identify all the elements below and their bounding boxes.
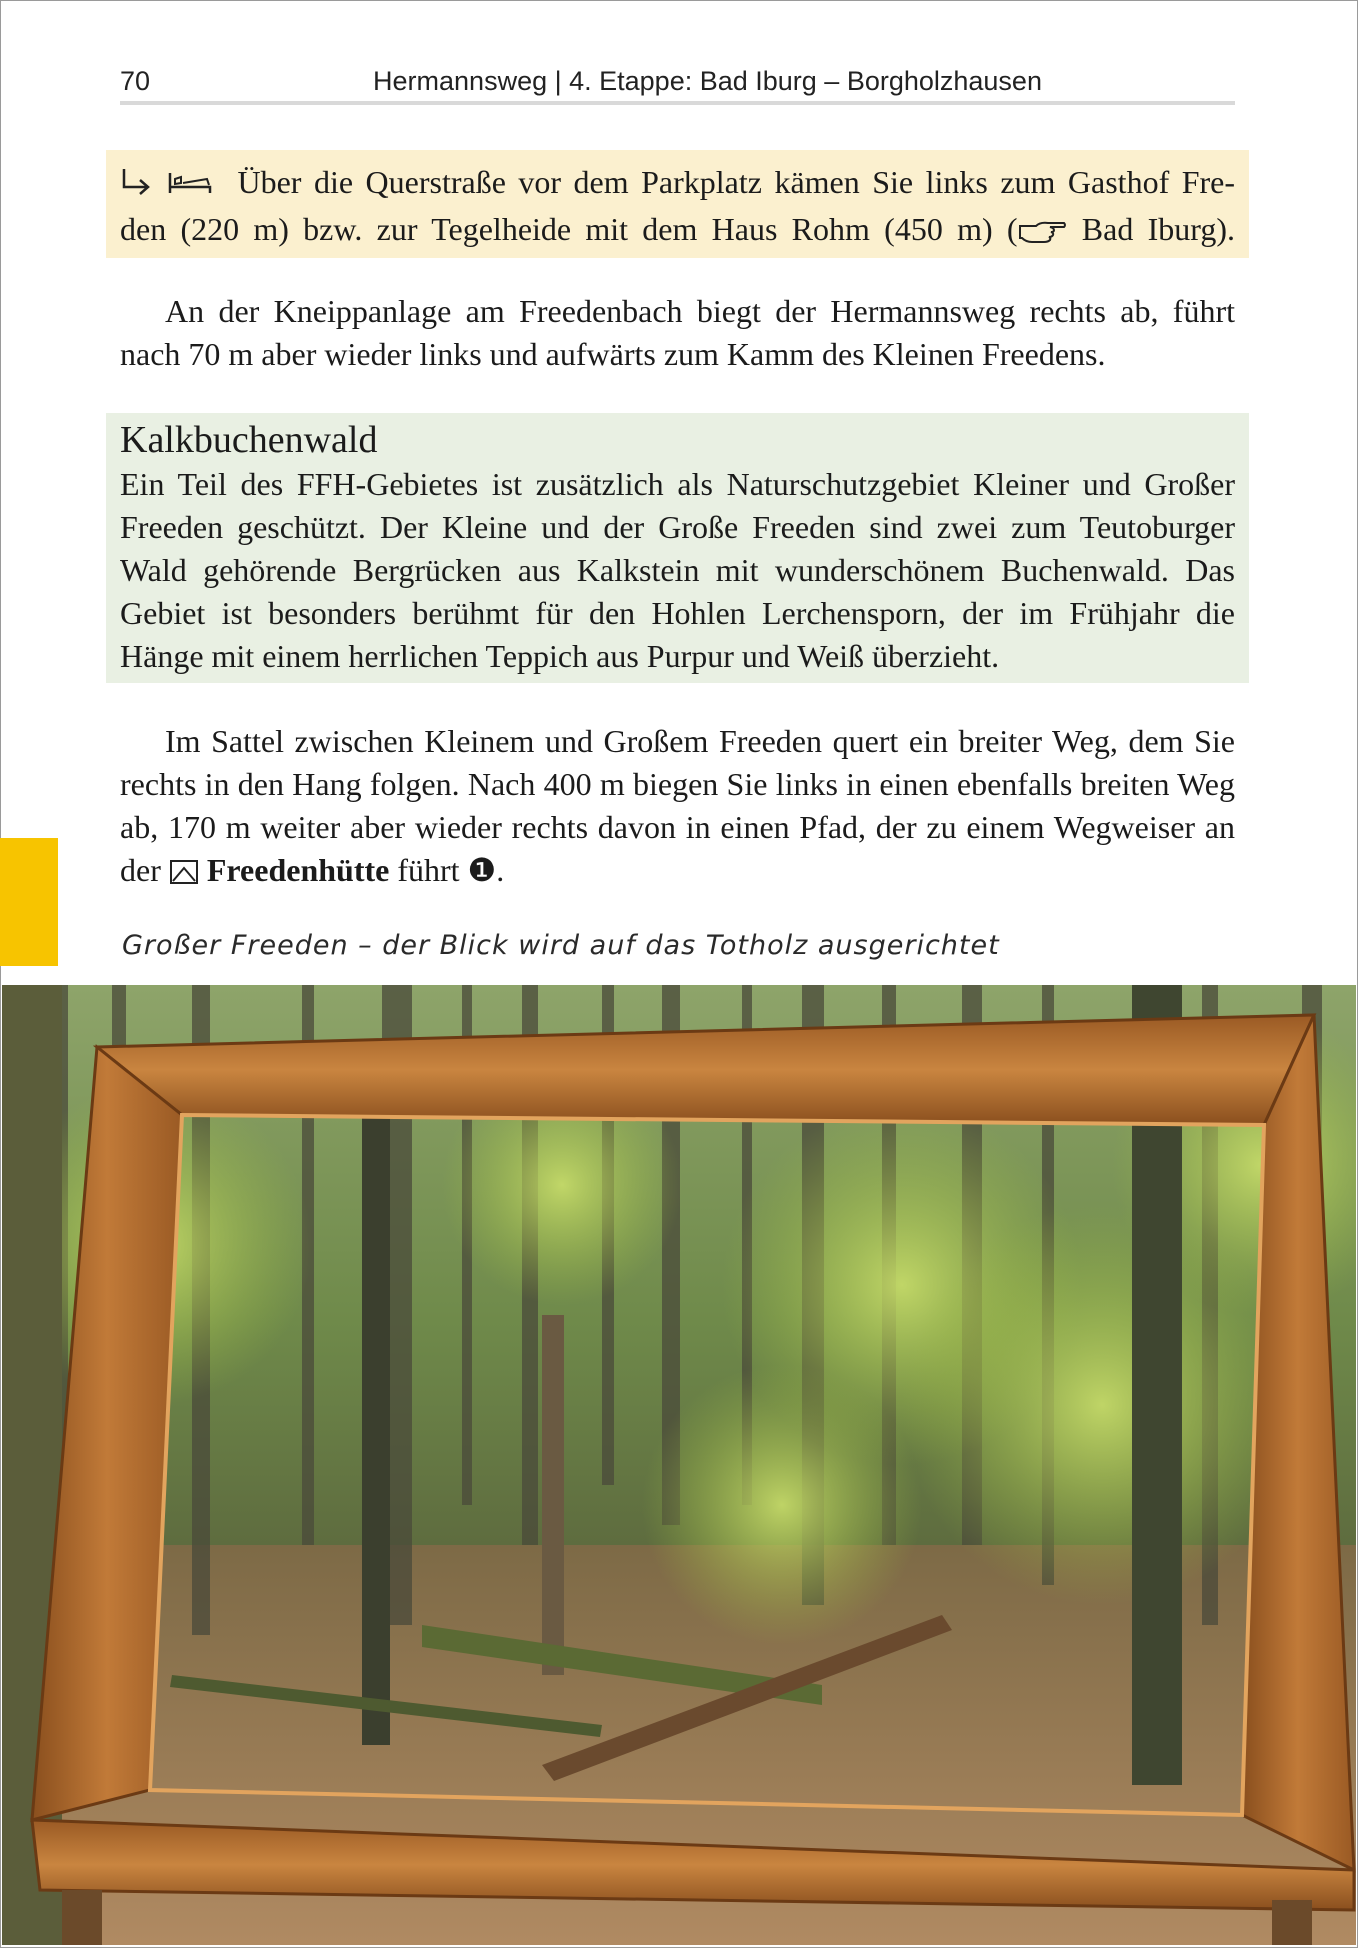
chapter-color-tab	[0, 838, 58, 966]
photo-caption: Großer Freeden – der Blick wird auf das Totholz ausgerichtet	[122, 930, 1000, 961]
bed-icon	[167, 165, 213, 208]
alt-line-2b: Bad Iburg).	[1067, 211, 1235, 247]
paragraph-2-text: Im Sattel zwischen Kleinem und Großem Freeden quert ein breiter Weg, dem Sie rechts in den Hang folgen. Nach 400 m biegen Sie links in einen ebenfalls breiten Weg ab, 170 m weiter aber wieder rechts davon in einen Pfad, der zu einem Wegweiser an der	[120, 723, 1235, 888]
info-box-body: Ein Teil des FFH-Gebietes ist zusätzlich als Naturschutzgebiet Kleiner und Großer Freeden geschützt. Der Kleine und der Große Freeden sind zwei zum Teutoburger Wald gehörende Bergrücken aus Kalkstein mit wunderschönem Buchenwald. Das Gebiet ist besonders berühmt für den Hohlen Lerchensporn, der im Frühjahr die Hänge mit einem herrlichen Teppich aus Purpur und Weiß überzieht.	[120, 466, 1235, 674]
place-freedenhuette: Freedenhütte	[206, 852, 390, 888]
info-box-title: Kalkbuchenwald	[120, 419, 378, 461]
info-box-kalkbuchenwald	[106, 413, 1249, 683]
page-number: 70	[120, 66, 151, 96]
paragraph-sattel	[120, 720, 1235, 896]
alternative-route-box	[106, 150, 1249, 258]
running-title: Hermannsweg | 4. Etappe: Bad Iburg – Borgholzhausen	[373, 66, 1042, 96]
alt-line-2a: den (220 m) bzw. zur Tegelheide mit dem Haus Rohm (450 m) (	[120, 211, 1018, 247]
shelter-hut-icon	[169, 853, 199, 896]
turn-arrow-icon	[120, 165, 154, 208]
paragraph-2-end: .	[496, 852, 505, 888]
paragraph-2-after: führt	[397, 852, 460, 888]
forest-frame-photo	[2, 985, 1356, 1945]
alternative-route-text	[120, 161, 1235, 255]
alt-line-1: Über die Querstraße vor dem Parkplatz kämen Sie links zum Gasthof Fre-	[237, 164, 1236, 200]
pointing-hand-icon	[1018, 212, 1068, 255]
page-header	[120, 66, 1235, 106]
paragraph-kneippanlage	[120, 290, 1235, 376]
paragraph-1-text: An der Kneippanlage am Freedenbach biegt der Hermannsweg rechts ab, führt nach 70 m aber wieder links und aufwärts zum Kamm des Kleinen Freedens.	[120, 293, 1235, 372]
waypoint-marker: ❶	[467, 852, 497, 888]
header-rule	[120, 101, 1235, 105]
